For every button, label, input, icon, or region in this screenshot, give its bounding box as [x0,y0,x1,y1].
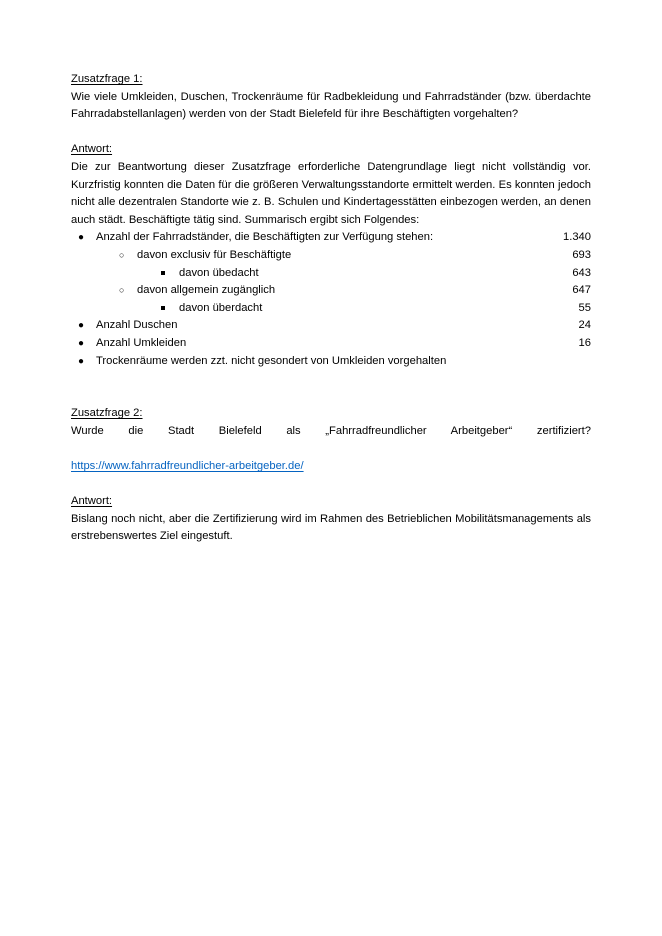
section2-heading: Zusatzfrage 2: [71,407,143,420]
list-item-label: davon übedacht [179,266,259,279]
disc-bullet-icon: ● [78,337,85,349]
square-bullet-icon [161,265,165,283]
list-item [71,317,591,335]
disc-bullet-icon: ● [78,232,85,244]
list-item [71,247,591,265]
section2-question: Wurde die Stadt Bielefeld als „Fahrradfreundlicher Arbeitgeber“ zertifiziert? [71,424,591,437]
list-item-value: 643 [572,266,591,279]
section1-answer-heading: Antwort: [71,143,113,156]
spacer [71,475,591,493]
list-item [71,229,591,247]
list-item-value: 693 [572,248,591,261]
section2-answer-heading: Antwort: [71,495,113,508]
disc-bullet-icon: ● [78,320,85,332]
list-item-label: Trockenräume werden zzt. nicht gesondert von Umkleiden vorgehalten [96,354,447,367]
spacer [71,124,591,142]
list-item-value: 1.340 [563,231,591,244]
list-item [71,282,591,300]
disc-bullet-icon: ● [78,355,85,367]
document-content [71,71,591,546]
list-item-value: 16 [578,336,591,349]
list-item-value: 55 [578,301,591,314]
section2-answer-paragraph: Bislang noch nicht, aber die Zertifizierung wird im Rahmen des Betrieblichen Mobilitätsmanagements als erstrebenswertes Ziel eingestuft. [71,512,591,543]
list-item-label: davon überdacht [179,301,263,314]
section1-question: Wie viele Umkleiden, Duschen, Trockenräume für Radbekleidung und Fahrradständer (bzw. überdachte Fahrradabstellanlagen) werden von der Stadt Bielefeld für ihre Beschäftigten vorgehalten? [71,90,591,121]
list-item [71,335,591,353]
fahrradfreundlicher-arbeitgeber-link[interactable]: https://www.fahrradfreundlicher-arbeitgeber.de/ [71,459,304,472]
section1-heading: Zusatzfrage 1: [71,73,143,85]
section1-answer-paragraph: Die zur Beantwortung dieser Zusatzfrage erforderliche Datengrundlage liegt nicht vollständig vor. Kurzfristig konnten die Daten für die größeren Verwaltungsstandorte ermittelt werden. Es konnten jedoch nicht alle dezentralen Standorte wie z. B. Schulen und Kindertagesstätten einbezogen werden, an denen auch städt. Beschäftigte tätig sind. Summarisch ergibt sich Folgendes: [71,160,591,226]
circle-bullet-icon: ○ [119,249,125,260]
list-item [71,265,591,283]
list-item [71,300,591,318]
list-item-value: 24 [578,319,591,332]
square-bullet-icon [161,300,165,318]
list-item-label: davon allgemein zugänglich [137,284,276,297]
circle-bullet-icon: ○ [119,285,125,296]
list-item-label: Anzahl der Fahrradständer, die Beschäftigten zur Verfügung stehen: [96,231,434,244]
list-item-label: Anzahl Umkleiden [96,336,187,349]
statistics-list [71,229,591,370]
list-item-value: 647 [572,284,591,297]
list-item-label: davon exclusiv für Beschäftigte [137,248,292,261]
certification-link-row [71,458,591,476]
spacer [71,370,591,405]
list-item [71,353,591,371]
list-item-label: Anzahl Duschen [96,319,178,332]
